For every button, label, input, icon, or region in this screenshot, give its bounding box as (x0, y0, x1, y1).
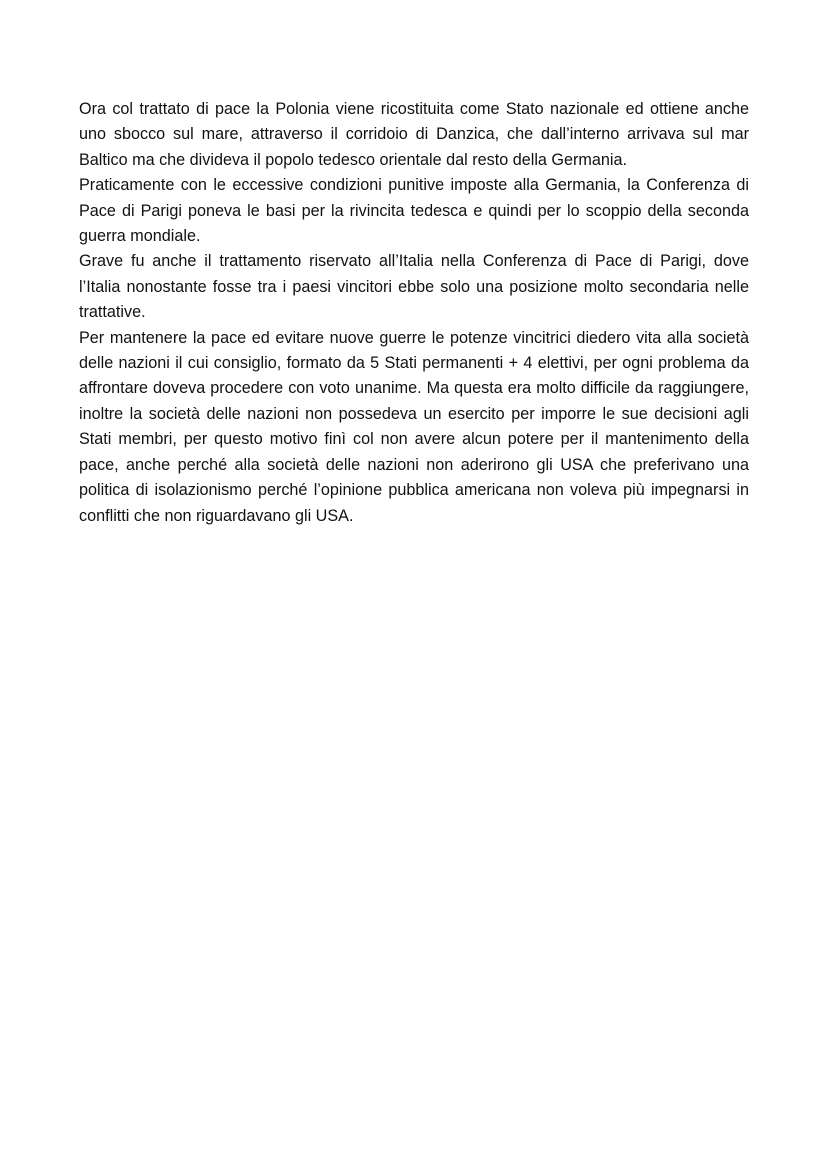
paragraph-conferenza-pace: Praticamente con le eccessive condizioni punitive imposte alla Germania, la Conferenza di Pace di Parigi poneva le basi per la rivincita tedesca e quindi per lo scoppio della seconda guerra mondiale. (79, 176, 749, 246)
body-text (79, 97, 749, 529)
paragraph-societa-nazioni: Per mantenere la pace ed evitare nuove guerre le potenze vincitrici diedero vita alla società delle nazioni il cui consiglio, formato da 5 Stati permanenti + 4 elettivi, per ogni problema da affrontare doveva procedere con voto unanime. Ma questa era molto difficile da raggiungere, inoltre la società delle nazioni non possedeva un esercito per imporre le sue decisioni agli Stati membri, per questo motivo finì col non avere alcun potere per il mantenimento della pace, anche perché alla società delle nazioni non aderirono gli USA che preferivano una politica di isolazionismo perché l’opinione pubblica americana non voleva più impegnarsi in conflitti che non riguardavano gli USA. (79, 328, 749, 525)
paragraph-italia: Grave fu anche il trattamento riservato all’Italia nella Conferenza di Pace di Parigi, dove l’Italia nonostante fosse tra i paesi vincitori ebbe solo una posizione molto secondaria nelle trattative. (79, 252, 749, 322)
paragraph-polonia: Ora col trattato di pace la Polonia viene ricostituita come Stato nazionale ed ottiene anche uno sbocco sul mare, attraverso il corridoio di Danzica, che dall’interno arrivava sul mar Baltico ma che divideva il popolo tedesco orientale dal resto della Germania. (79, 100, 749, 169)
